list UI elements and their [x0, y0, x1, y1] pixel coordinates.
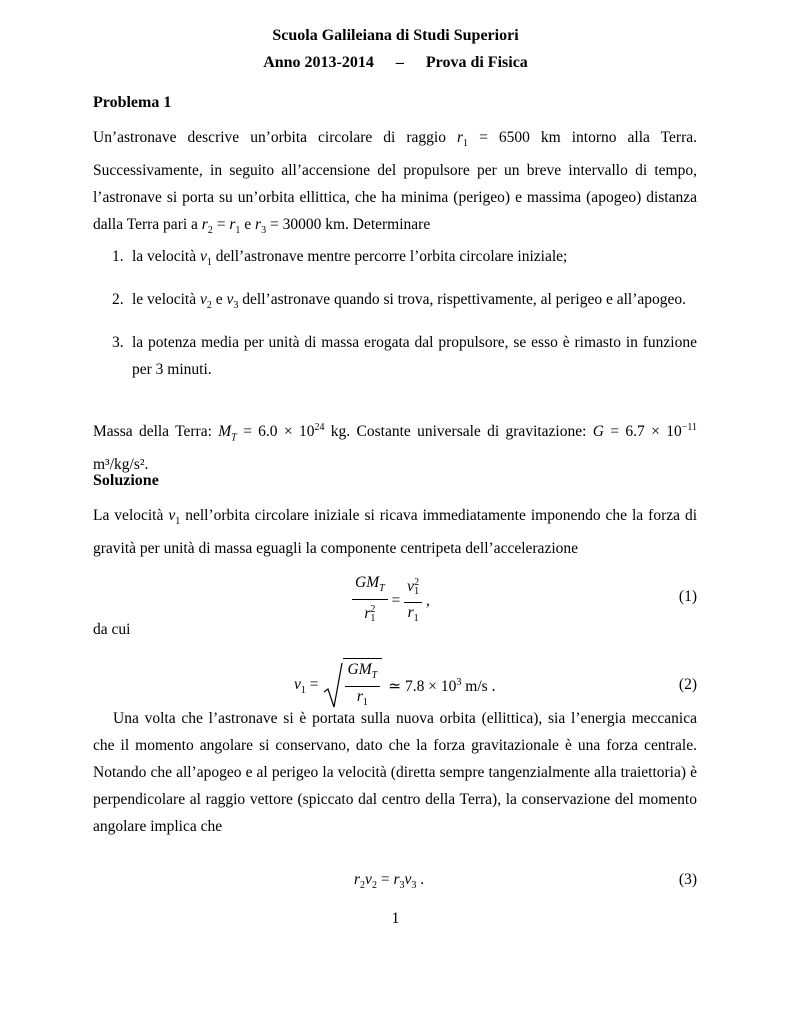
constants-paragraph: Massa della Terra: $M_T = 6.0 \times 10^{24}$ kg. Costante universale di gravitazione: $G = 6.7 \times 10^{-11}$ m³/kg/s². — [93, 422, 697, 474]
problem-list — [112, 243, 697, 393]
list-item: 3. la potenza media per unità di massa erogata dal propulsore, se esso è rimasto in funzione per 3 minuti. — [112, 334, 697, 379]
solution-paragraph-2: Una volta che l’astronave si è portata sulla nuova orbita (ellittica), sia l’energia meccanica che il momento angolare si conservano, dato che la forza gravitazionale è una forza centrale. Notando che all’apogeo e al perigeo la velocità (diretta sempre tangenzialmente alla traiettoria) è perpendicolare al raggio vettore (spiccato dal centro della Terra), la conservazione del momento angolare implica che — [93, 710, 697, 835]
exam-separator: – — [395, 54, 404, 71]
equation-2-number: (2) — [678, 676, 697, 693]
equation-3-number: (3) — [678, 871, 697, 888]
solution-title: Soluzione — [93, 472, 159, 489]
problem-intro: Un’astronave descrive un’orbita circolare di raggio $r_1 = 6500$ km intorno alla Terra. Successivamente, in seguito all’accensione del propulsore per un breve intervallo di tempo, l’astronave si porta su un’orbita ellittica, che ha minima (perigeo) e massima (apogeo) distanza dalla Terra pari a $r_2 = r_1$ e $r_3 = 30000$ km. Determinare — [93, 129, 698, 237]
equation-3: $r_2v_2 = r_3v_3$ . — [354, 871, 425, 892]
list-item: 2. le velocità $v_2$ e $v_3$ dell’astronave quando si trova, rispettivamente, al perigeo e all’apogeo. — [112, 291, 687, 312]
exam-subject: Prova di Fisica — [425, 54, 528, 71]
problem-title: Problema 1 — [93, 94, 172, 111]
exam-title — [0, 54, 791, 72]
equation-2: $v_1$ = $\frac{GM_T}{r_1}$ ≃ $7.8 \times 10^3$ m/s . — [294, 660, 495, 712]
da-cui-text: da cui — [93, 621, 131, 638]
exam-year: Anno 2013-2014 — [263, 54, 374, 71]
equation-1-number: (1) — [678, 588, 697, 605]
sqrt-symbol — [323, 662, 343, 710]
solution-paragraph-1: La velocità $v_1$ nell’orbita circolare iniziale si ricava immediatamente imponendo che la forza di gravità per unità di massa eguagli la componente centripeta dell’accelerazione — [93, 507, 698, 558]
equation-1: $\frac{GM_T}{r^21}$ = $\frac{v^21}{r_1}$ , — [352, 574, 430, 628]
page-number: 1 — [391, 910, 400, 927]
institution-title: Scuola Galileiana di Studi Superiori — [272, 27, 519, 44]
list-item: 1. la velocità $v_1$ dell’astronave mentre percorre l’orbita circolare iniziale; — [112, 248, 568, 269]
